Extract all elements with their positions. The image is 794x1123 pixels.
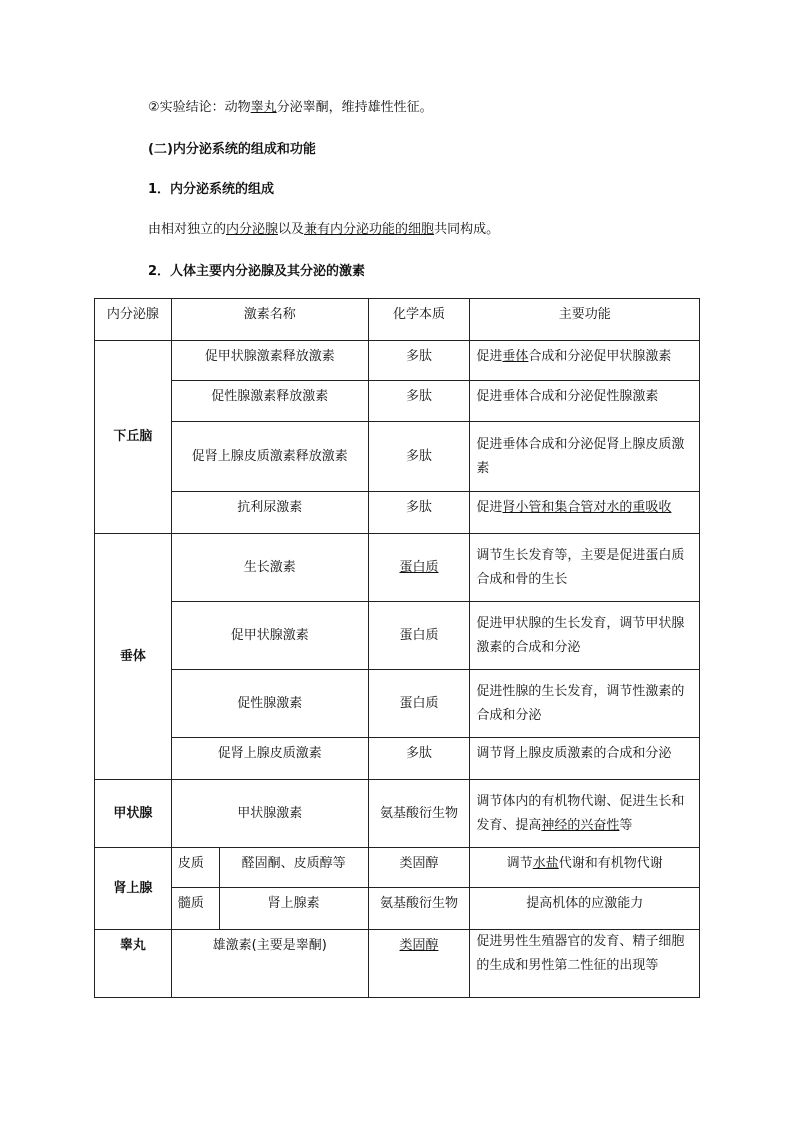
hormone-cell: 促性腺激素 [171,670,368,738]
table-row [95,341,700,381]
nature-cell: 类固醇 [368,848,470,888]
experiment-conclusion: ②实验结论：动物睾丸分泌睾酮，维持雄性性征。 [148,100,433,115]
header-hormone: 激素名称 [171,299,368,341]
composition-text: 由相对独立的内分泌腺以及兼有内分泌功能的细胞共同构成。 [148,222,500,237]
table-header-row [95,299,700,341]
function-cell: 促进甲状腺的生长发育，调节甲状腺激素的合成和分泌 [470,602,700,670]
gland-adrenal: 肾上腺 [95,848,172,930]
nature-cell: 多肽 [368,381,470,422]
function-cell: 调节生长发育等，主要是促进蛋白质合成和骨的生长 [470,534,700,602]
function-cell: 调节肾上腺皮质激素的合成和分泌 [470,738,700,780]
nature-cell: 多肽 [368,492,470,534]
nature-cell: 氨基酸衍生物 [368,780,470,848]
hormone-cell: 醛固酮、皮质醇等 [219,848,368,888]
table-row [95,492,700,534]
function-cell: 调节水盐代谢和有机物代谢 [470,848,700,888]
header-gland: 内分泌腺 [95,299,172,341]
table-row [95,738,700,780]
hormone-cell: 雄激素(主要是睾酮) [171,930,368,998]
table-row [95,422,700,492]
table-row [95,602,700,670]
table-row [95,780,700,848]
gland-testis: 睾丸 [95,930,172,998]
adrenal-part-medulla: 髓质 [171,888,219,930]
hormone-cell: 促肾上腺皮质激素释放激素 [171,422,368,492]
gland-hypothalamus: 下丘脑 [95,341,172,534]
hormone-cell: 促肾上腺皮质激素 [171,738,368,780]
hormone-cell: 抗利尿激素 [171,492,368,534]
gland-pituitary: 垂体 [95,534,172,780]
function-cell: 促进男性生殖器官的发育、精子细胞的生成和男性第二性征的出现等 [470,930,700,998]
hormone-cell: 促甲状腺激素 [171,602,368,670]
table-row [95,381,700,422]
nature-cell: 氨基酸衍生物 [368,888,470,930]
hormone-cell: 肾上腺素 [219,888,368,930]
table-row [95,930,700,998]
table-row [95,534,700,602]
function-cell: 促进垂体合成和分泌促肾上腺皮质激素 [470,422,700,492]
adrenal-part-cortex: 皮质 [171,848,219,888]
subsection-1-title: 1．内分泌系统的组成 [148,182,275,197]
header-nature: 化学本质 [368,299,470,341]
function-cell: 促进性腺的生长发育，调节性激素的合成和分泌 [470,670,700,738]
nature-cell: 蛋白质 [368,534,470,602]
table-row [95,848,700,888]
function-cell: 调节体内的有机物代谢、促进生长和发育、提高神经的兴奋性等 [470,780,700,848]
function-cell: 促进垂体合成和分泌促性腺激素 [470,381,700,422]
nature-cell: 多肽 [368,738,470,780]
hormone-cell: 甲状腺激素 [171,780,368,848]
nature-cell: 蛋白质 [368,670,470,738]
subsection-2-title: 2．人体主要内分泌腺及其分泌的激素 [148,264,366,279]
section-title: (二)内分泌系统的组成和功能 [148,142,316,157]
header-function: 主要功能 [470,299,700,341]
hormone-table [94,298,700,998]
function-cell: 促进垂体合成和分泌促甲状腺激素 [470,341,700,381]
function-cell: 提高机体的应激能力 [470,888,700,930]
nature-cell: 蛋白质 [368,602,470,670]
gland-thyroid: 甲状腺 [95,780,172,848]
function-cell: 促进肾小管和集合管对水的重吸收 [470,492,700,534]
table-row [95,888,700,930]
nature-cell: 类固醇 [368,930,470,998]
table-row [95,670,700,738]
hormone-cell: 促甲状腺激素释放激素 [171,341,368,381]
hormone-cell: 生长激素 [171,534,368,602]
nature-cell: 多肽 [368,341,470,381]
nature-cell: 多肽 [368,422,470,492]
hormone-cell: 促性腺激素释放激素 [171,381,368,422]
